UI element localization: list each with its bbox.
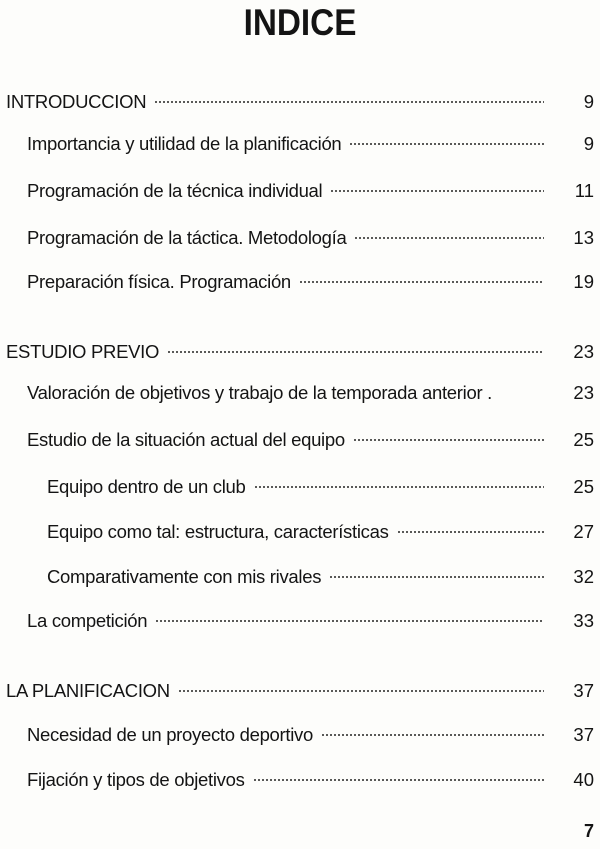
dot-leader	[254, 471, 544, 493]
toc-entry-la-planificacion[interactable]	[6, 675, 594, 702]
toc-entry-label: La competición	[27, 610, 148, 631]
dot-leader	[321, 719, 544, 741]
toc-entry-estudio-previo[interactable]	[6, 336, 594, 363]
toc-entry-page: 25	[573, 429, 594, 450]
dot-leader	[349, 128, 544, 150]
toc-entry-label: Programación de la táctica. Metodología	[27, 227, 347, 248]
toc-entry-introduccion[interactable]	[6, 86, 594, 113]
toc-entry-label: Estudio de la situación actual del equipo	[27, 429, 345, 450]
toc-entry-label: Importancia y utilidad de la planificación	[27, 133, 342, 154]
toc-entry-tactica[interactable]	[27, 222, 594, 249]
dot-leader	[167, 336, 544, 358]
toc-entry-equipo-estructura[interactable]	[47, 516, 594, 543]
toc-entry-page: 25	[573, 476, 594, 497]
dot-leader	[330, 175, 544, 197]
toc-entry-situacion-actual[interactable]	[27, 424, 594, 451]
dot-leader	[178, 675, 544, 697]
toc-entry-label: Valoración de objetivos y trabajo de la temporada anterior .	[27, 382, 492, 403]
page-title: INDICE	[243, 2, 357, 43]
toc-entry-page: 27	[573, 521, 594, 542]
dot-leader	[154, 86, 544, 108]
dot-leader	[253, 764, 544, 786]
toc-entry-label: LA PLANIFICACION	[6, 680, 170, 701]
toc-entry-label: ESTUDIO PREVIO	[6, 341, 160, 362]
toc-entry-preparacion-fisica[interactable]	[27, 266, 594, 293]
toc-entry-page: 13	[573, 227, 594, 248]
toc-entry-page: 40	[573, 769, 594, 790]
toc-entry-importancia[interactable]	[27, 128, 594, 155]
toc-entry-label: Preparación física. Programación	[27, 271, 291, 292]
toc-entry-page: 33	[573, 610, 594, 631]
toc-entry-label: Comparativamente con mis rivales	[47, 566, 322, 587]
toc-entry-label: Equipo como tal: estructura, características	[47, 521, 389, 542]
dot-leader	[500, 377, 544, 399]
dot-leader	[299, 266, 544, 288]
dot-leader	[329, 561, 544, 583]
toc-entry-label: Programación de la técnica individual	[27, 180, 323, 201]
toc-entry-page: 9	[583, 91, 594, 112]
toc-entry-label: Fijación y tipos de objetivos	[27, 769, 245, 790]
toc-entry-label: Necesidad de un proyecto deportivo	[27, 724, 313, 745]
toc-entry-equipo-club[interactable]	[47, 471, 594, 498]
toc-entry-objetivos[interactable]	[27, 764, 594, 791]
toc-entry-proyecto-deportivo[interactable]	[27, 719, 594, 746]
dot-leader	[397, 516, 544, 538]
toc-entry-label: INTRODUCCION	[6, 91, 147, 112]
toc-entry-page: 23	[573, 382, 594, 403]
toc-entry-competicion[interactable]	[27, 605, 594, 632]
dot-leader	[353, 424, 544, 446]
toc-entry-page: 37	[573, 724, 594, 745]
toc-entry-label: Equipo dentro de un club	[47, 476, 246, 497]
dot-leader	[354, 222, 544, 244]
toc-entry-page: 11	[574, 180, 594, 201]
page-number: 7	[583, 821, 594, 841]
toc-entry-page: 9	[583, 133, 594, 154]
toc-entry-page: 19	[573, 271, 594, 292]
toc-entry-page: 23	[573, 341, 594, 362]
toc-entry-rivales[interactable]	[47, 561, 594, 588]
toc-entry-page: 32	[573, 566, 594, 587]
dot-leader	[155, 605, 544, 627]
toc-entry-tecnica-individual[interactable]	[27, 175, 594, 202]
toc-entry-page: 37	[573, 680, 594, 701]
toc-entry-valoracion[interactable]	[27, 377, 594, 404]
